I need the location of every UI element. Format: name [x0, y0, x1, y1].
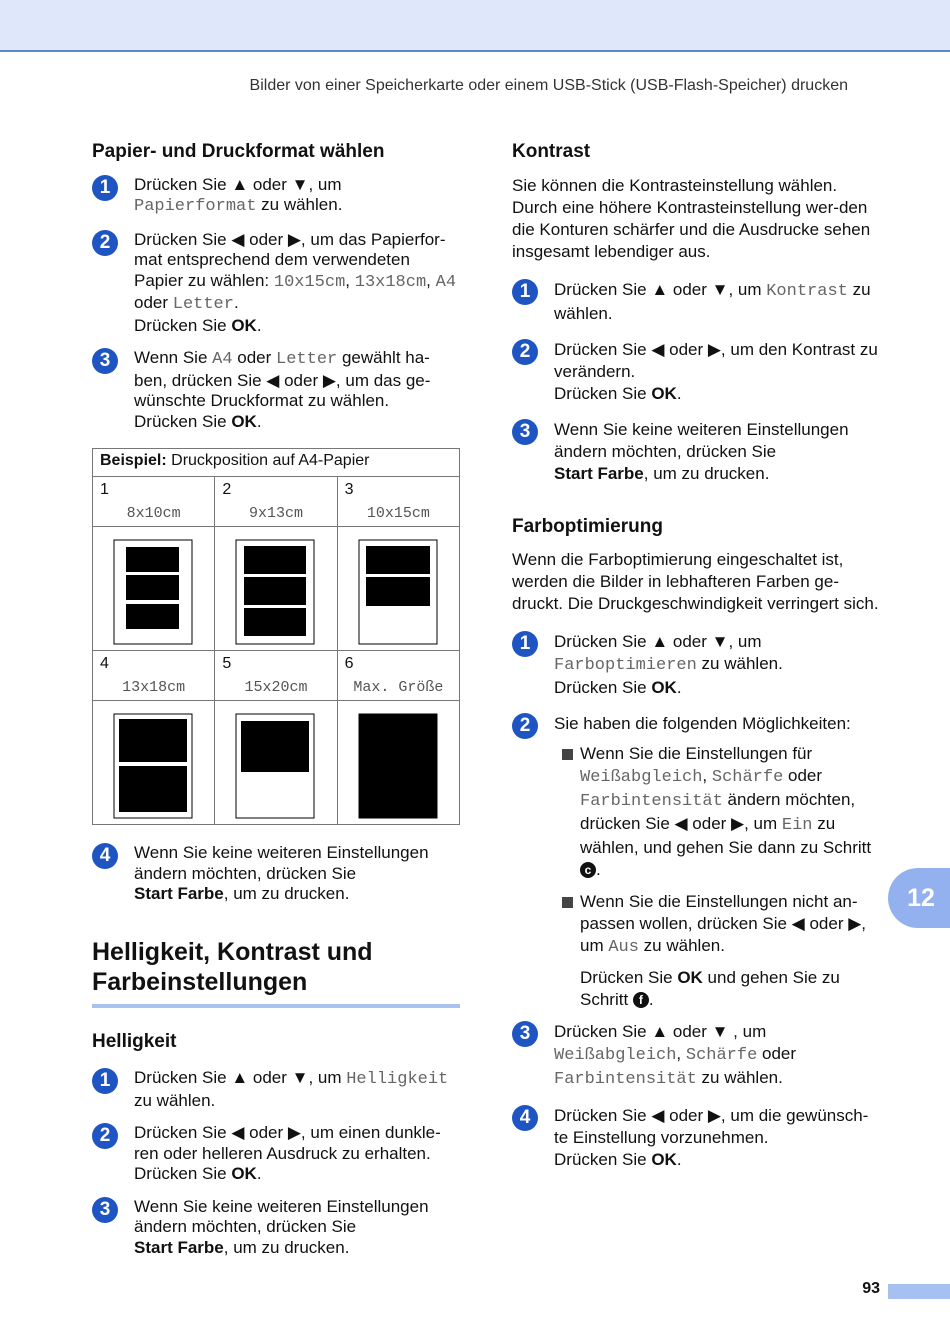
step-number: 3	[92, 348, 118, 374]
bullet-square-icon	[562, 897, 573, 908]
step-text: Sie haben die folgenden Möglichkeiten:	[554, 714, 851, 734]
bullet-square-icon	[562, 749, 573, 760]
option-ein	[554, 743, 882, 881]
farb-intro: Wenn die Farboptimierung eingeschaltet ist, werden die Bilder in lebhafteren Farben ge-druckt. Die Druckgeschwindigkeit verringert sich.	[512, 550, 879, 614]
layout-diagram-3	[337, 527, 459, 651]
step-kontrast-3	[512, 419, 882, 485]
step-helligkeit-1	[92, 1068, 460, 1111]
step-farb-4	[512, 1105, 882, 1171]
step-text: Wenn Sie keine weiteren Einstellungen ändern möchten, drücken Sie Start Farbe, um zu drucken.	[134, 1196, 429, 1257]
step-text: Drücken Sie ▲ oder ▼ , um Weißabgleich, Schärfe oder Farbintensität zu wählen.	[554, 1022, 797, 1090]
top-band	[0, 0, 950, 52]
heading-farboptimierung: Farboptimierung	[512, 515, 663, 537]
example-table	[92, 448, 460, 825]
step-text: Wenn Sie A4 oder Letter gewählt ha-ben, drücken Sie ◀ oder ▶, um das ge-wünschte Druckformat zu wählen. Drücken Sie OK.	[134, 348, 431, 431]
page-number-bar	[888, 1284, 950, 1299]
option-aus	[554, 891, 882, 1011]
step-number: 1	[92, 175, 118, 201]
step-papier-4	[92, 843, 460, 905]
right-column	[512, 140, 882, 1185]
heading-helligkeit-kontrast: Helligkeit, Kontrast und Farbeinstellungen	[92, 937, 373, 997]
chapter-tab: 12	[888, 868, 950, 928]
option-text: Wenn Sie die Einstellungen für Weißabgleich, Schärfe oder Farbintensität ändern möchten, drücken Sie ◀ oder ▶, um Ein zu wählen, und gehen Sie dann zu Schritt c .	[580, 744, 872, 880]
example-cell-6: 6 Max. Größe	[337, 651, 459, 701]
step-number: 2	[512, 339, 538, 365]
layout-diagram-4	[93, 701, 215, 825]
step-text: Drücken Sie ▲ oder ▼, um Farboptimieren zu wählen. Drücken Sie OK.	[554, 632, 783, 698]
heading-kontrast: Kontrast	[512, 141, 591, 162]
step-text: Drücken Sie ◀ oder ▶, um das Papierfor-mat entsprechend dem verwendeten Papier zu wählen: 10x15cm, 13x18cm, A4 oder Letter. Drücken Sie OK.	[134, 229, 457, 335]
heading-helligkeit: Helligkeit	[92, 1030, 177, 1052]
kontrast-intro: Sie können die Kontrasteinstellung wählen. Durch eine höhere Kontrasteinstellung wer-den die Konturen schärfer und die Ausdrucke sehen insgesamt lebendiger aus.	[512, 175, 871, 261]
step-text: Drücken Sie ▲ oder ▼, um Papierformat zu wählen.	[134, 174, 343, 217]
layout-diagram-2	[215, 527, 337, 651]
step-text: Wenn Sie keine weiteren Einstellungen ändern möchten, drücken Sie Start Farbe, um zu drucken.	[134, 843, 429, 904]
step-kontrast-2	[512, 339, 882, 405]
step-number: 4	[92, 843, 118, 869]
example-cell-1: 1 8x10cm	[93, 477, 215, 527]
option-aus-followup: Drücken Sie OK und gehen Sie zu Schritt f .	[580, 968, 840, 1010]
step-number: 2	[92, 230, 118, 256]
step-text: Wenn Sie keine weiteren Einstellungen ändern möchten, drücken Sie Start Farbe, um zu drucken.	[554, 419, 849, 483]
running-header: Bilder von einer Speicherkarte oder einem USB-Stick (USB-Flash-Speicher) drucken	[249, 77, 848, 94]
step-text: Drücken Sie ◀ oder ▶, um den Kontrast zu verändern. Drücken Sie OK.	[554, 339, 878, 403]
step-text: Drücken Sie ◀ oder ▶, um einen dunkle-ren oder helleren Ausdruck zu erhalten. Drücken Sie OK.	[134, 1123, 441, 1184]
heading-rule	[92, 1004, 460, 1008]
step-farb-3	[512, 1021, 882, 1091]
page-number: 93	[862, 1280, 880, 1297]
step-number: 3	[512, 419, 538, 445]
step-papier-3	[92, 348, 460, 432]
example-cell-4: 4 13x18cm	[93, 651, 215, 701]
step-text: Drücken Sie ◀ oder ▶, um die gewünsch-te Einstellung vorzunehmen. Drücken Sie OK.	[554, 1106, 869, 1170]
example-cell-5: 5 15x20cm	[215, 651, 337, 701]
step-helligkeit-2	[92, 1123, 460, 1185]
heading-papier: Papier- und Druckformat wählen	[92, 141, 385, 162]
step-farb-1	[512, 631, 882, 699]
step-number: 2	[92, 1123, 118, 1149]
step-helligkeit-3	[92, 1197, 460, 1259]
layout-diagram-6	[337, 701, 459, 825]
step-farb-2	[512, 713, 882, 1011]
option-text: Wenn Sie die Einstellungen nicht an-passen wollen, drücken Sie ◀ oder ▶, um Aus zu wählen.	[580, 892, 867, 958]
step-number: 1	[512, 631, 538, 657]
step-number: 1	[92, 1068, 118, 1094]
step-kontrast-1	[512, 279, 882, 325]
example-cell-3: 3 10x15cm	[337, 477, 459, 527]
step-number: 2	[512, 713, 538, 739]
step-text: Drücken Sie ▲ oder ▼, um Helligkeit zu wählen.	[134, 1068, 449, 1110]
layout-diagram-1	[93, 527, 215, 651]
step-number: 4	[512, 1105, 538, 1131]
left-column	[92, 140, 460, 1270]
step-number: 3	[512, 1021, 538, 1047]
step-number: 1	[512, 279, 538, 305]
example-cell-2: 2 9x13cm	[215, 477, 337, 527]
step-papier-1	[92, 175, 460, 218]
step-papier-2	[92, 230, 460, 337]
step-text: Drücken Sie ▲ oder ▼, um Kontrast zu wählen.	[554, 279, 871, 323]
layout-diagram-5	[215, 701, 337, 825]
example-caption: Beispiel: Druckposition auf A4-Papier	[93, 449, 460, 477]
step-number: 3	[92, 1197, 118, 1223]
